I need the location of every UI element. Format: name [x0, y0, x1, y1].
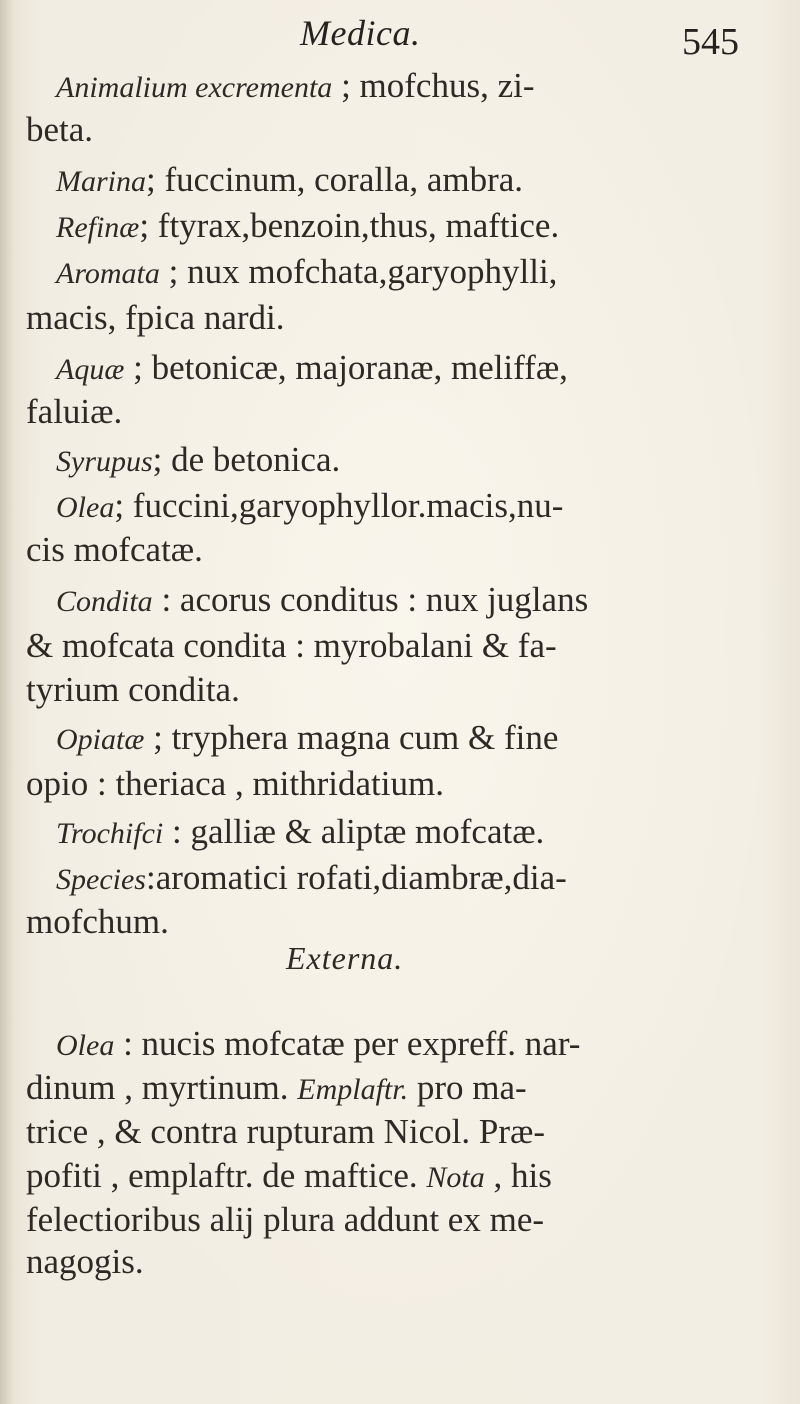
- entry-text: : nucis mofcatæ per expreff. nar-: [114, 1024, 581, 1063]
- page-gutter-shadow: [0, 0, 14, 1404]
- entry-text: ; de betonica.: [152, 440, 341, 479]
- paragraph-line: [26, 1112, 545, 1152]
- list-line: [26, 298, 285, 338]
- paragraph-line: [26, 1156, 552, 1198]
- entry-label: Aromata: [56, 257, 160, 290]
- list-line: [56, 160, 523, 202]
- entry-label: Olea: [56, 491, 115, 524]
- entry-text: ; fuccinum, coralla, ambra.: [146, 160, 524, 199]
- entry-label: Nota: [426, 1161, 485, 1194]
- list-line: [56, 66, 535, 108]
- list-line: [56, 348, 568, 390]
- paragraph-line: [56, 1024, 580, 1066]
- entry-text: opio : theriaca , mithridatium.: [26, 764, 444, 803]
- entry-text: pofiti , emplaftr. de maftice.: [26, 1156, 418, 1195]
- entry-text: dinum , myrtinum.: [26, 1068, 289, 1107]
- entry-text: ; betonicæ, majoranæ, meliffæ,: [124, 348, 568, 387]
- entry-text: : galliæ & aliptæ mofcatæ.: [163, 812, 545, 851]
- page-number: 545: [682, 21, 739, 63]
- entry-text: ; nux mofchata,garyophylli,: [159, 252, 558, 291]
- list-line: [26, 110, 93, 150]
- entry-text: macis, fpica nardi.: [26, 298, 285, 337]
- entry-text: faluiæ.: [26, 392, 123, 431]
- list-line: [26, 392, 122, 432]
- list-line: [56, 812, 544, 854]
- entry-label: Aquæ: [56, 353, 125, 386]
- entry-text: cis mofcatæ.: [26, 530, 203, 569]
- entry-label: Syrupus: [56, 445, 153, 478]
- entry-text: ; tryphera magna cum & fine: [144, 718, 559, 757]
- entry-text: ; ftyrax,benzoin,thus, maftice.: [139, 206, 560, 245]
- list-line: [56, 486, 563, 528]
- entry-label: Trochifci: [56, 817, 164, 850]
- entry-label: Marina: [56, 165, 146, 198]
- paragraph-line: [26, 1200, 544, 1240]
- entry-label: Opiatæ: [56, 723, 145, 756]
- entry-text: :aromatici rofati,diambræ,dia-: [145, 858, 567, 897]
- list-line: [26, 530, 203, 570]
- list-line: [56, 440, 340, 482]
- entry-label: Condita: [56, 585, 153, 618]
- entry-label: Species: [56, 863, 146, 896]
- list-line: [56, 580, 588, 622]
- entry-text: ; fuccini,garyophyllor.macis,nu-: [114, 486, 564, 525]
- entry-text: , his: [484, 1156, 552, 1195]
- paragraph-line: [26, 1242, 144, 1282]
- entry-text: tyrium condita.: [26, 670, 240, 709]
- entry-label: Olea: [56, 1029, 115, 1062]
- entry-label: Refinæ: [56, 211, 140, 244]
- page-header: [0, 6, 800, 66]
- entry-label: Emplaftr.: [297, 1073, 409, 1106]
- list-line: [26, 626, 557, 666]
- entry-text: nagogis.: [26, 1242, 144, 1281]
- running-head: Medica.: [300, 13, 421, 53]
- entry-label: Animalium excrementa: [56, 71, 333, 104]
- entry-text: mofchum.: [26, 902, 169, 941]
- list-line: [26, 670, 240, 710]
- entry-text: ; mofchus, zi-: [332, 66, 535, 105]
- list-line: [56, 206, 559, 248]
- entry-text: trice , & contra rupturam Nicol. Præ-: [26, 1112, 546, 1151]
- section-heading-externa: Externa.: [286, 940, 404, 976]
- list-line: [26, 764, 444, 804]
- list-line: [26, 902, 169, 942]
- entry-text: pro ma-: [408, 1068, 527, 1107]
- list-line: [56, 252, 557, 294]
- list-line: [56, 718, 558, 760]
- entry-text: & mofcata condita : myrobalani & fa-: [26, 626, 557, 665]
- entry-text: beta.: [26, 110, 94, 149]
- entry-text: : acorus conditus : nux juglans: [152, 580, 589, 619]
- entry-text: felectioribus alij plura addunt ex me-: [26, 1200, 545, 1239]
- list-line: [56, 858, 567, 900]
- paragraph-line: [26, 1068, 527, 1110]
